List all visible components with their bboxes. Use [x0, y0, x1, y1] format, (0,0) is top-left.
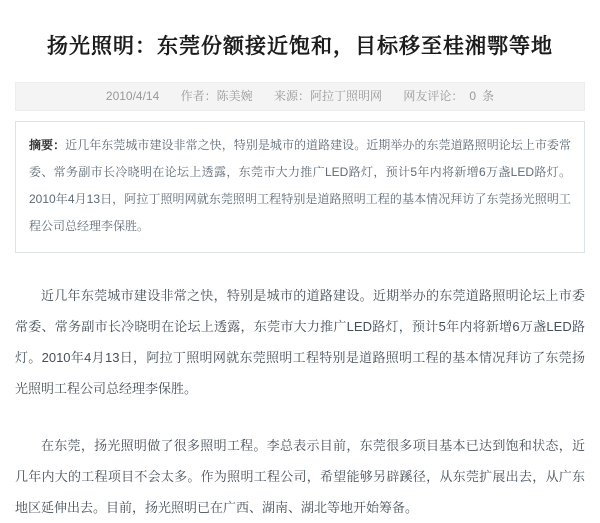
meta-author-label: 作者： — [180, 89, 217, 103]
article-paragraph: 近几年东莞城市建设非常之快，特别是城市的道路建设。近期举办的东莞道路照明论坛上市委常委、常务副市长冷晓明在论坛上透露，东莞市大力推广LED路灯，预计5年内将新增6万盏LED路灯。2010年4月13日，阿拉丁照明网就东莞照明工程特别是道路照明工程的基本情况拜访了东莞扬光照明工程公司总经理李保胜。 — [15, 288, 585, 396]
meta-source: 阿拉丁照明网 — [310, 89, 383, 103]
summary-box — [15, 121, 585, 253]
article-container — [15, 0, 585, 523]
meta-comments-unit: 条 — [482, 89, 495, 103]
summary-text: 近几年东莞城市建设非常之快，特别是城市的道路建设。近期举办的东莞道路照明论坛上市委常委、常务副市长冷晓明在论坛上透露，东莞市大力推广LED路灯，预计5年内将新增6万盏LED路灯。2010年4月13日，阿拉丁照明网就东莞照明工程特别是道路照明工程的基本情况拜访了东莞扬光照明工程公司总经理李保胜。 — [29, 138, 571, 233]
meta-author: 陈美婉 — [216, 89, 253, 103]
meta-comments-count: 0 — [469, 89, 477, 103]
article-paragraph: 在东莞，扬光照明做了很多照明工程。李总表示目前，东莞很多项目基本已达到饱和状态，近几年内大的工程项目不会太多。作为照明工程公司，希望能够另辟蹊径，从东莞扩展出去，从广东地区延伸出去。目前，扬光照明已在广西、湖南、湖北等地开始筹备。 — [15, 438, 585, 515]
meta-source-label: 来源： — [274, 89, 311, 103]
meta-comments-label: 网友评论： — [403, 89, 464, 103]
page-title: 扬光照明：东莞份额接近饱和，目标移至桂湘鄂等地 — [47, 35, 553, 58]
meta-bar — [15, 82, 585, 111]
summary-label: 摘要： — [29, 138, 66, 152]
meta-date: 2010/4/14 — [105, 89, 160, 103]
